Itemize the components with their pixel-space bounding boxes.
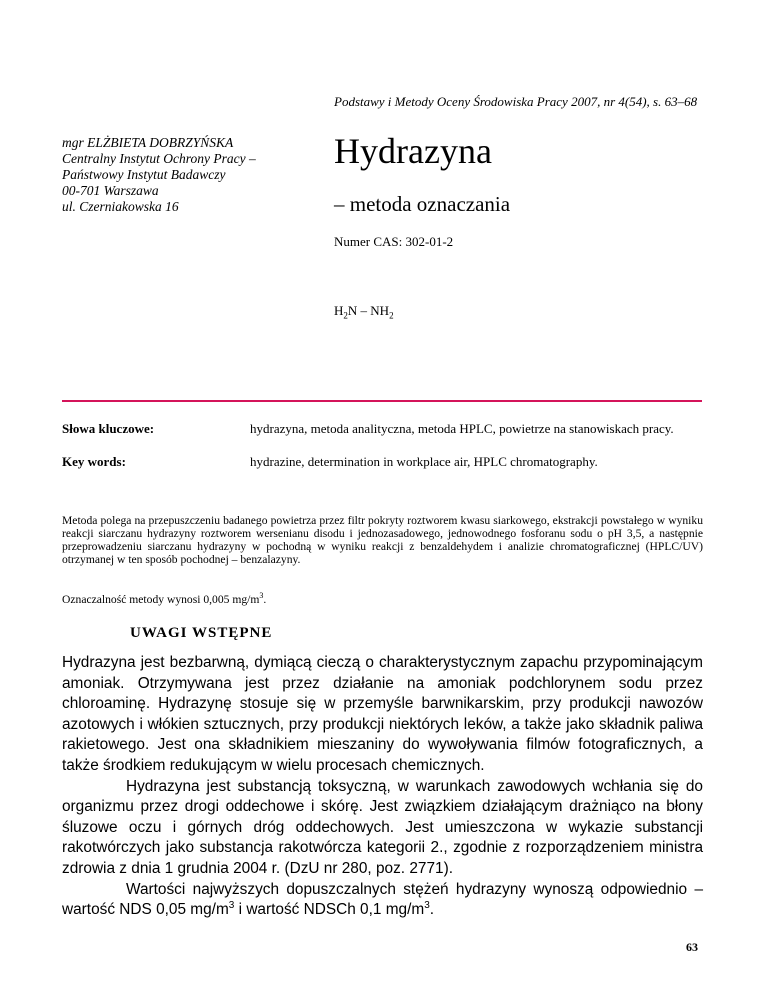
keywords-pl-text: hydrazyna, metoda analityczna, metoda HPLC, powietrze na stanowiskach pracy. — [250, 421, 674, 436]
keywords-pl-label: Słowa kluczowe: — [62, 421, 155, 436]
author-affiliation-line: Centralny Instytut Ochrony Pracy – — [62, 151, 256, 166]
paragraph — [62, 880, 703, 921]
formula-part: H — [334, 303, 344, 318]
page-number: 63 — [686, 940, 698, 954]
keywords-en-text: hydrazine, determination in workplace air, HPLC chromatography. — [250, 454, 598, 469]
author-name: mgr ELŻBIETA DOBRZYŃSKA — [62, 135, 234, 150]
paragraph-text: . — [429, 901, 435, 919]
divider-rule — [62, 400, 702, 402]
author-address-line: 00-701 Warszawa — [62, 183, 159, 198]
formula-subscript: 2 — [343, 310, 348, 321]
formula-subscript: 2 — [389, 310, 394, 321]
chemical-formula — [334, 303, 394, 321]
determinability-text: Oznaczalność metody wynosi 0,005 mg/m — [62, 592, 260, 606]
body-text — [62, 653, 703, 921]
superscript: 3 — [228, 900, 235, 911]
author-address-line: ul. Czerniakowska 16 — [62, 199, 179, 214]
article-title: Hydrazyna — [334, 131, 492, 171]
cas-number: Numer CAS: 302-01-2 — [334, 234, 454, 249]
author-affiliation-line: Państwowy Instytut Badawczy — [62, 167, 226, 182]
journal-citation: Podstawy i Metody Oceny Środowiska Pracy 2007, nr 4(54), s. 63–68 — [334, 94, 698, 109]
paragraph-text: Wartości najwyższych dopuszczalnych stężeń hydrazyny wynoszą odpowiednio – wartość NDS 0,05 mg/m — [62, 880, 703, 919]
keywords-en-label: Key words: — [62, 454, 126, 469]
paragraph: Hydrazyna jest substancją toksyczną, w warunkach zawodowych wchłania się do organizmu przez drogi oddechowe i skórę. Jest związkiem działającym drażniąco na błony śluzowe oczu i górnych dróg oddechowych. Jest umieszczona w wykazie substancji rakotwórczych jako substancja rakotwórcza kategorii 2., zgodnie z rozporządzeniem ministra zdrowia z dnia 1 grudnia 2004 r. (DzU nr 280, poz. 2771). — [62, 777, 703, 877]
paragraph: Hydrazyna jest bezbarwną, dymiącą cieczą o charakterystycznym zapachu przypominającym amoniak. Otrzymywana jest przez działanie na amoniak podchlorynem sodu przez chloroaminę. Hydrazynę stosuje się w przemyśle barwnikarskim, przy produkcji nawozów azotowych i włókien sztucznych, przy produkcji niektórych leków, a także jako składnik paliwa rakietowego. Jest ona składnikiem mieszaniny do wywoływania filmów fotograficznych, a także środkiem redukującym w wielu procesach chemicznych. — [62, 654, 703, 774]
determinability-note — [62, 591, 266, 606]
abstract: Metoda polega na przepuszczeniu badanego powietrza przez filtr pokryty roztworem kwasu siarkowego, ekstrakcji powstałego w wyniku reakcji siarczanu hydrazyny roztworem wersenianu disodu i jednozasadowego, jednowodnego fosforanu sodu o pH 3,5, a następnie przeprowadzeniu siarczanu hydrazyny w pochodną w wyniku reakcji z benzaldehydem i analizie chromatograficznej (HPLC/UV) otrzymanej w ten sposób pochodnej – benzalazyny. — [62, 514, 703, 566]
section-heading: UWAGI WSTĘPNE — [130, 625, 273, 641]
paragraph-text: i wartość NDSCh 0,1 mg/m — [234, 901, 425, 919]
formula-part: N – NH — [347, 303, 390, 318]
author-block — [62, 135, 256, 215]
determinability-end: . — [263, 592, 267, 606]
superscript: 3 — [424, 900, 430, 911]
superscript: 3 — [259, 591, 264, 600]
article-subtitle: – metoda oznaczania — [334, 192, 511, 216]
